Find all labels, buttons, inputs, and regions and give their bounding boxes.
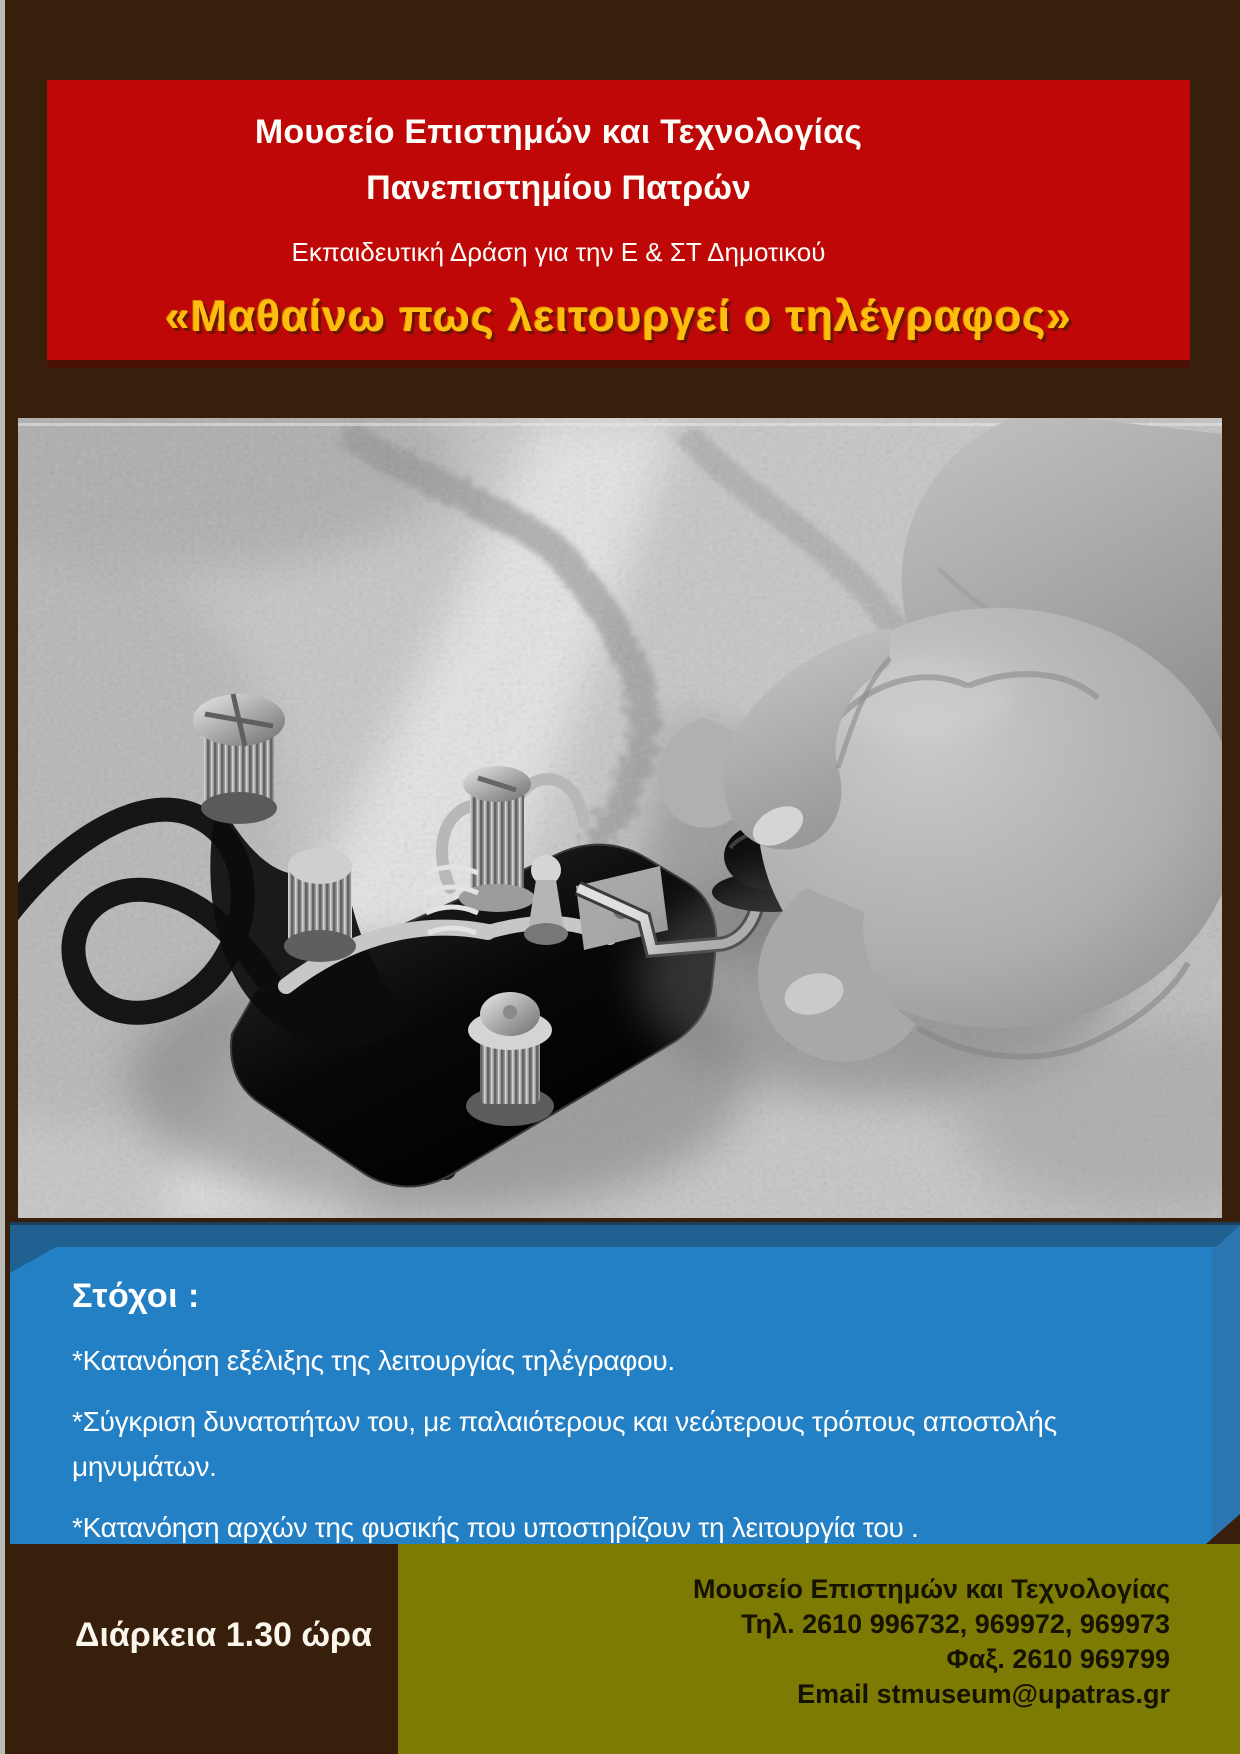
header-box bbox=[47, 80, 1190, 368]
duration-label: Διάρκεια 1.30 ώρα bbox=[75, 1616, 372, 1654]
objectives-box bbox=[10, 1222, 1240, 1544]
objective-item: *Σύγκριση δυνατοτήτων του, με παλαιότερους και νεώτερους τρόπους αποστολής μηνυμάτων. bbox=[72, 1406, 1057, 1482]
museum-title-block bbox=[47, 80, 1070, 268]
museum-title-line1: Μουσείο Επιστημών και Τεχνολογίας bbox=[254, 113, 863, 151]
contact-box bbox=[398, 1544, 1240, 1754]
header-subtitle: Εκπαιδευτική Δράση για την Ε & ΣΤ Δημοτικού bbox=[291, 237, 826, 267]
objective-item: *Κατανόηση εξέλιξης της λειτουργίας τηλέγραφου. bbox=[72, 1345, 675, 1376]
objectives-heading: Στόχοι : bbox=[72, 1277, 200, 1315]
telegraph-photo-illustration bbox=[18, 418, 1222, 1218]
objectives-content bbox=[72, 1277, 1112, 1550]
objectives-box-top-corner bbox=[10, 1247, 56, 1273]
objective-item: *Κατανόηση αρχών της φυσικής που υποστηρίζουν τη λειτουργία του . bbox=[72, 1512, 919, 1543]
contact-org: Μουσείο Επιστημών και Τεχνολογίας bbox=[693, 1574, 1170, 1604]
museum-title-line2: Πανεπιστημίου Πατρών bbox=[366, 169, 751, 207]
contact-fax: Φαξ. 2610 969799 bbox=[946, 1644, 1170, 1674]
objectives-box-corner-cut bbox=[1206, 1514, 1240, 1544]
contact-email: Email stmuseum@upatras.gr bbox=[797, 1679, 1170, 1709]
contact-block bbox=[398, 1544, 1240, 1712]
objectives-box-top-face bbox=[10, 1225, 1240, 1247]
contact-phone: Τηλ. 2610 996732, 969972, 969973 bbox=[741, 1609, 1170, 1639]
page-left-edge bbox=[0, 0, 5, 1754]
telegraph-photo bbox=[18, 418, 1222, 1218]
objectives-box-right-face bbox=[1212, 1225, 1240, 1544]
activity-title: «Μαθαίνω πως λειτουργεί ο τηλέγραφος» bbox=[165, 292, 1072, 341]
